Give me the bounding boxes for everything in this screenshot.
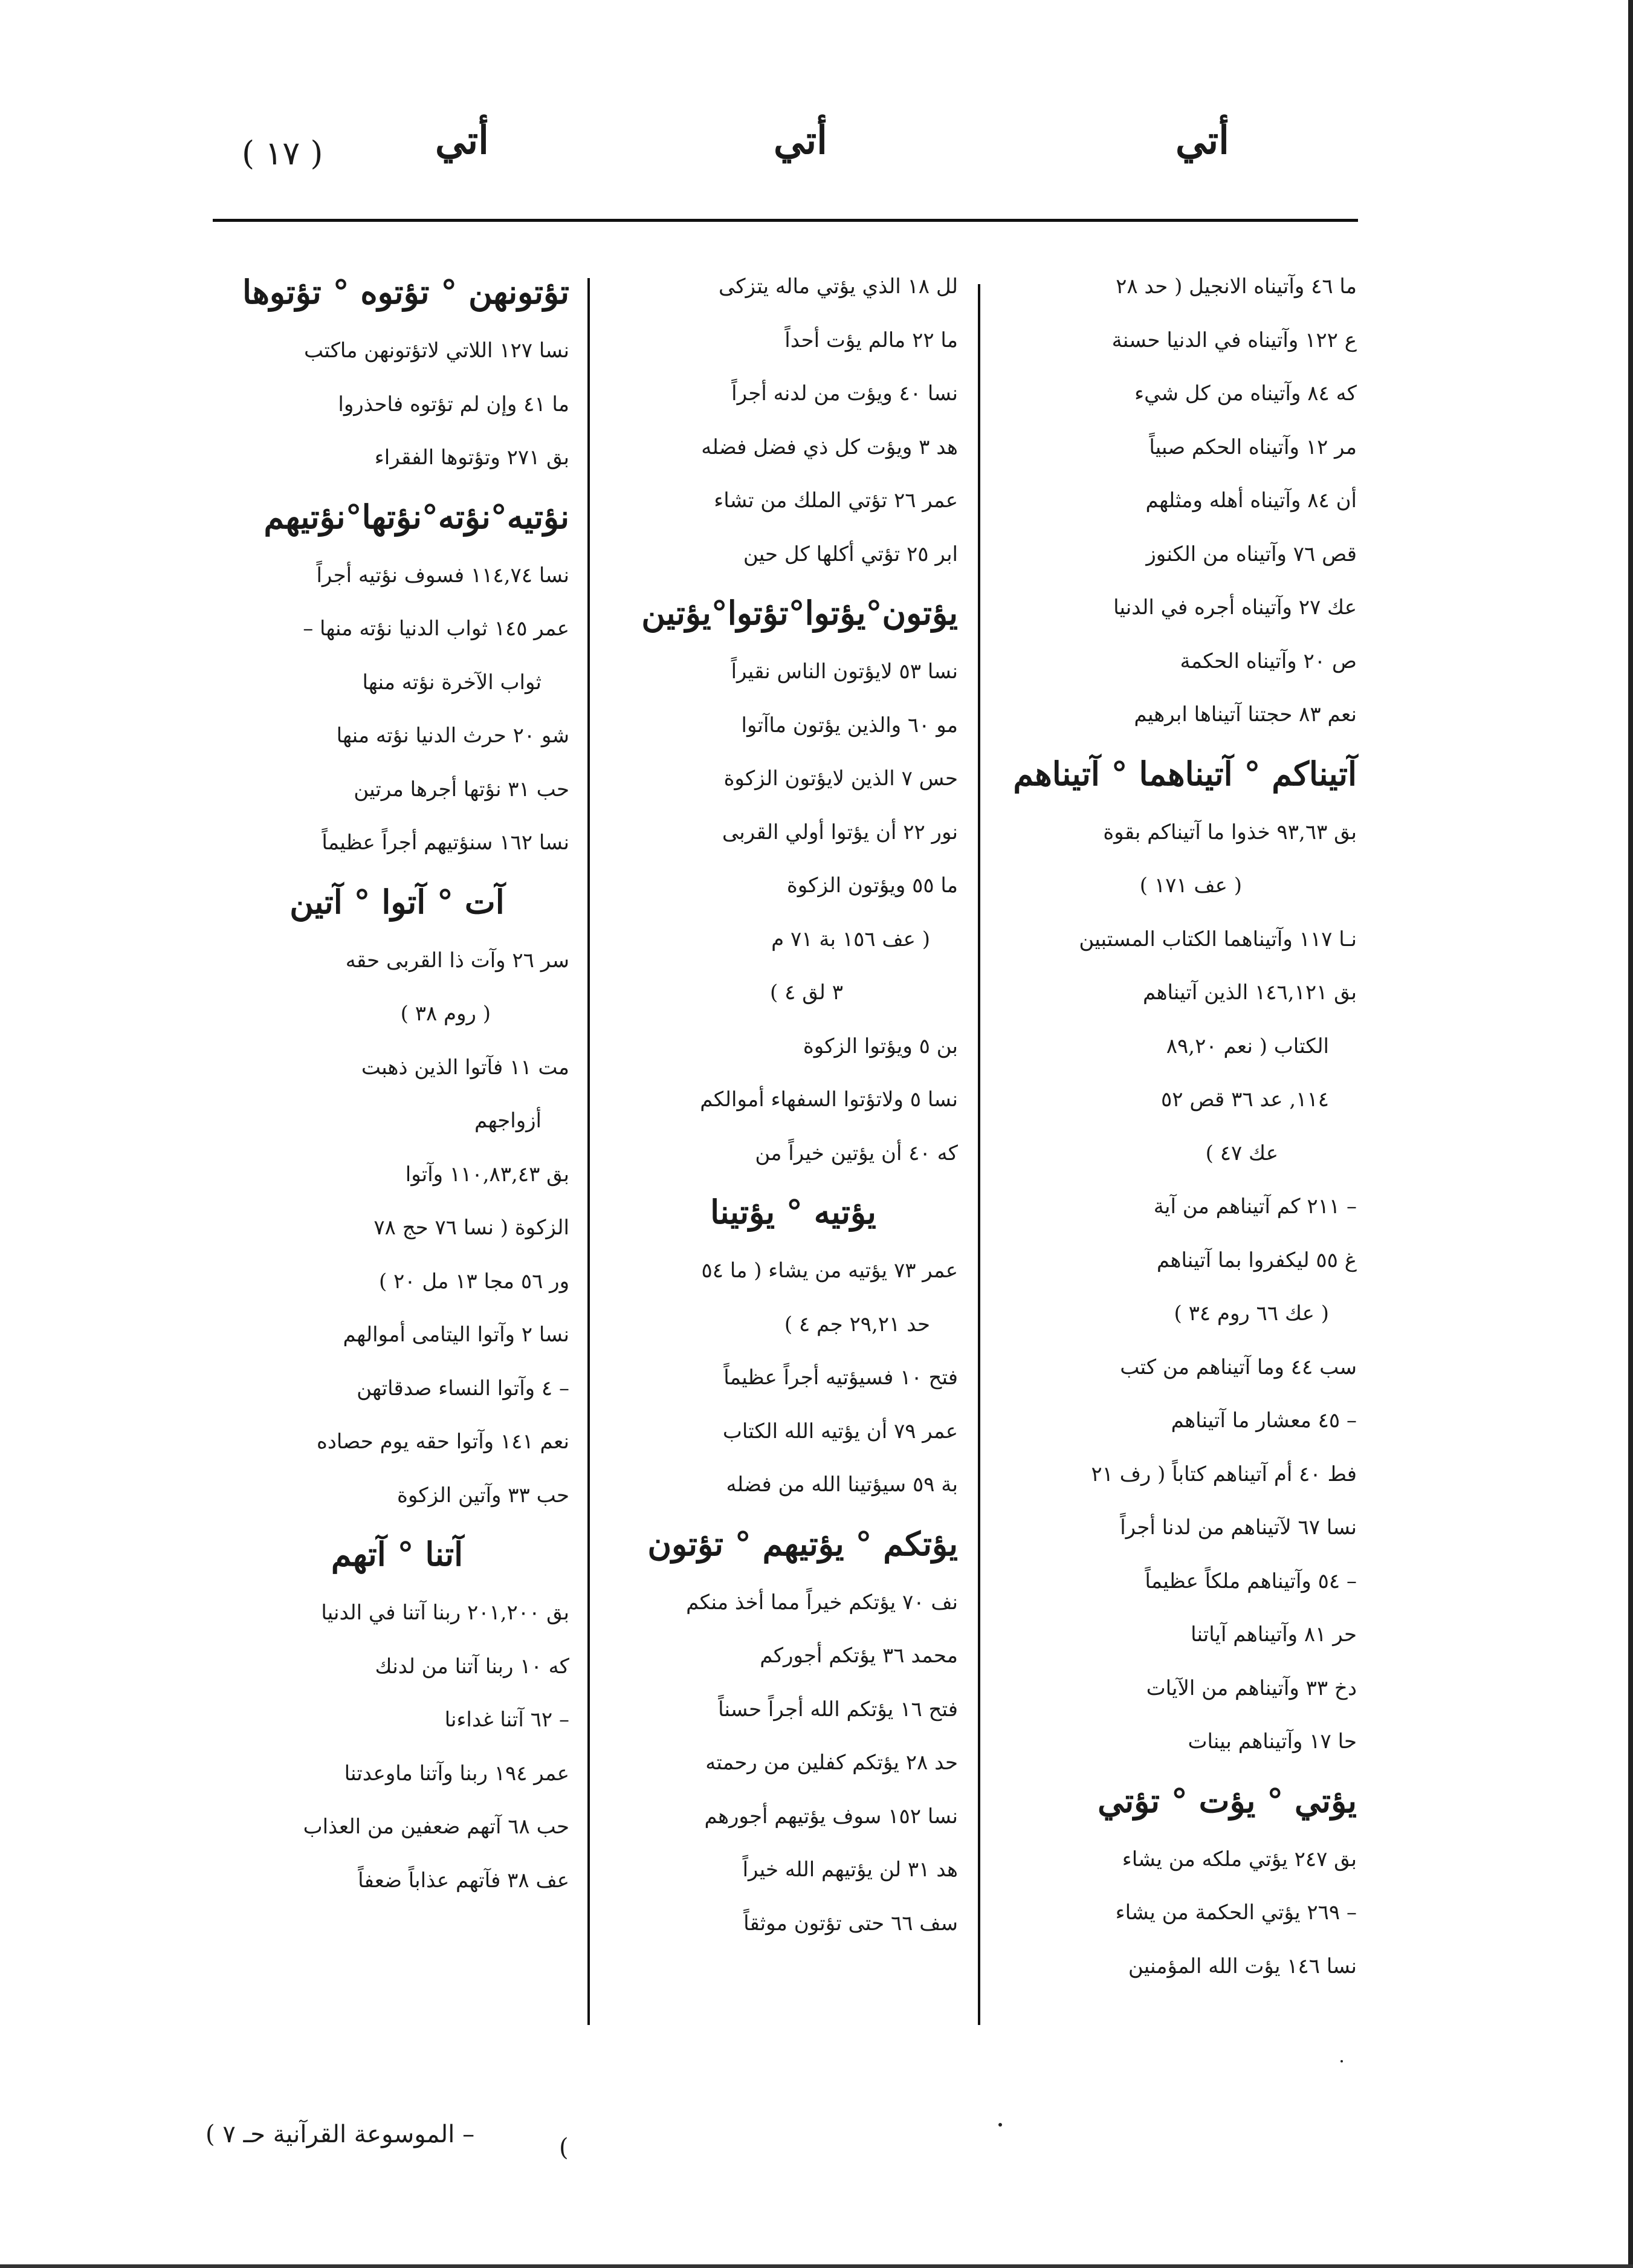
entry-line: فتح ١٠ فسيؤتيه أجراً عظيماً (723, 1366, 958, 1390)
entry-line: نور ٢٢ أن يؤتوا أولي القربى (722, 820, 958, 844)
entry-line: شو ٢٠ حرث الدنيا نؤته منها (336, 724, 569, 748)
entry-line: كه ١٠ ربنا آتنا من لدنك (375, 1654, 569, 1679)
header-root-left: أتي (435, 118, 489, 163)
entry-line: نف ٧٠ يؤتكم خيراً مما أخذ منكم (686, 1590, 958, 1615)
entry-line: سب ٤٤ وما آتيناهم من كتب (1120, 1355, 1357, 1379)
entry-line: عمر ١٤٥ ثواب الدنيا نؤته منها – (303, 617, 569, 641)
entry-line: نسا ١٦٢ سنؤتيهم أجراً عظيماً (322, 831, 569, 855)
entry-heading: نؤتيه°نؤته°نؤتها°نؤتيهم (264, 497, 569, 536)
entry-line: حس ٧ الذين لايؤتون الزكوة (723, 766, 958, 791)
page-number: ( ١٧ ) (242, 134, 323, 172)
entry-line: نسا ١٤٦ يؤت الله المؤمنين (1128, 1954, 1357, 1978)
header-root-middle: أتي (774, 118, 827, 163)
footer-paren: ( (559, 2134, 569, 2162)
entry-line: نسا ١٥٢ سوف يؤتيهم أجورهم (704, 1804, 958, 1829)
entry-line: ( روم ٣٨ ) (400, 1002, 491, 1026)
scan-speck (1340, 2060, 1343, 2062)
entry-line: بق ٢٠١,٢٠٠ ربنا آتنا في الدنيا (321, 1601, 569, 1625)
entry-line: محمد ٣٦ يؤتكم أجوركم (760, 1644, 958, 1668)
entry-line: هد ٣ ويؤت كل ذي فضل فضله (701, 435, 958, 459)
entry-line: ابر ٢٥ تؤتي أكلها كل حين (743, 542, 958, 566)
entry-line: ( عف ١٥٦ بة ٧١ م (771, 927, 930, 951)
entry-line: حد ٢٨ يؤتكم كفلين من رحمته (705, 1751, 958, 1775)
entry-line: نسا ٦٧ لآتيناهم من لدنا أجراً (1120, 1515, 1357, 1540)
page-edge-bottom (0, 2264, 1633, 2268)
column-middle (629, 260, 958, 1950)
footer-title: – الموسوعة القرآنية حـ ٧ ) (205, 2121, 475, 2148)
entry-line: أن ٨٤ وآتيناه أهله ومثلهم (1145, 488, 1357, 513)
entry-heading: يؤتيه ° يؤتينا (710, 1193, 876, 1231)
entry-line: نسا ٥٣ لايؤتون الناس نقيراً (731, 659, 958, 684)
entry-line: حر ٨١ وآتيناهم آياتنا (1191, 1622, 1357, 1647)
entry-line: ( عك ٦٦ روم ٣٤ ) (1174, 1301, 1329, 1326)
entry-line: هد ٣١ لن يؤتيهم الله خيراً (742, 1858, 958, 1882)
entry-line: ١١٤, عد ٣٦ قص ٥٢ (1161, 1087, 1329, 1112)
entry-line: سر ٢٦ وآت ذا القربى حقه (345, 948, 569, 973)
entry-line: الكتاب ( نعم ٨٩,٢٠ (1166, 1034, 1329, 1058)
column-left (225, 260, 569, 1907)
entry-line: ور ٥٦ مجا ١٣ مل ٢٠ ) (378, 1269, 569, 1294)
entry-line: كه ٤٠ أن يؤتين خيراً من (755, 1141, 958, 1165)
entry-heading: يؤتي ° يؤت ° تؤتي (1098, 1781, 1357, 1820)
entry-line: ( عف ١٧١ ) (1139, 873, 1242, 898)
entry-heading: آت ° آتوا ° آتين (289, 882, 505, 921)
entry-line: عمر ٧٣ يؤتيه من يشاء ( ما ٥٤ (701, 1259, 958, 1283)
entry-line: بق ١١٠,٨٣,٤٣ وآتوا (405, 1162, 569, 1187)
entry-line: الزكوة ( نسا ٧٦ حج ٧٨ (373, 1216, 569, 1240)
entry-line: نسا ٥ ولاتؤتوا السفهاء أموالكم (700, 1087, 958, 1112)
scan-speck (998, 2123, 1002, 2127)
entry-line: ما ٥٥ ويؤتون الزكوة (786, 873, 958, 898)
entry-line: نسا ١٢٧ اللاتي لاتؤتونهن ماكتب (304, 339, 569, 363)
entry-line: أزواجهم (474, 1109, 542, 1133)
entry-line: كه ٨٤ وآتيناه من كل شيء (1134, 381, 1357, 406)
entry-line: حب ٣٣ وآتين الزكوة (397, 1483, 569, 1508)
column-divider-left (587, 278, 590, 2025)
entry-line: فتح ١٦ يؤتكم الله أجراً حسناً (718, 1697, 958, 1722)
entry-heading: آتيناكم ° آتيناهما ° آتيناهم (1013, 754, 1357, 793)
entry-line: – ٦٢ آتنا غداءنا (444, 1708, 569, 1732)
entry-line: مت ١١ فآتوا الذين ذهبت (361, 1055, 569, 1080)
entry-line: عمر ٢٦ تؤتي الملك من تشاء (714, 488, 958, 513)
entry-line: لل ١٨ الذي يؤتي ماله يتزكى (719, 274, 958, 299)
entry-line: نسا ١١٤,٧٤ فسوف نؤتيه أجراً (316, 563, 569, 588)
entry-line: حب ٦٨ آتهم ضعفين من العذاب (303, 1815, 569, 1839)
entry-line: عك ٤٧ ) (1205, 1141, 1278, 1165)
entry-line: بق ٢٤٧ يؤتي ملكه من يشاء (1122, 1847, 1357, 1871)
entry-line: حا ١٧ وآتيناهم بينات (1188, 1729, 1357, 1754)
entry-line: حد ٢٩,٢١ جم ٤ ) (784, 1312, 930, 1336)
entry-line: دخ ٣٣ وآتيناهم من الآيات (1146, 1676, 1357, 1700)
entry-line: نعم ١٤١ وآتوا حقه يوم حصاده (316, 1430, 569, 1454)
entry-line: ص ٢٠ وآتيناه الحكمة (1180, 649, 1357, 673)
header-root-right: أتي (1175, 118, 1229, 163)
entry-line: بن ٥ ويؤتوا الزكوة (803, 1034, 958, 1058)
entry-line: مر ١٢ وآتيناه الحكم صبياً (1149, 435, 1357, 459)
entry-line: نـا ١١٧ وآتيناهما الكتاب المستبين (1079, 927, 1357, 951)
page-edge-right (1628, 0, 1633, 2268)
entry-line: قص ٧٦ وآتيناه من الكنوز (1146, 542, 1357, 566)
entry-heading: آتنا ° آتهم (331, 1535, 464, 1573)
entry-line: نسا ٤٠ ويؤت من لدنه أجراً (731, 381, 958, 406)
column-right (1012, 260, 1357, 1993)
entry-line: ما ٤٦ وآتيناه الانجيل ( حد ٢٨ (1116, 274, 1357, 299)
entry-line: بق ٢٧١ وتؤتوها الفقراء (374, 446, 569, 470)
entry-line: ٣ لق ٤ ) (770, 980, 843, 1005)
entry-line: نسا ٢ وآتوا اليتامى أموالهم (343, 1323, 569, 1347)
entry-line: بة ٥٩ سيؤتينا الله من فضله (726, 1473, 958, 1497)
entry-line: عف ٣٨ فآتهم عذاباً ضعفاً (358, 1868, 569, 1893)
entry-line: بق ٩٣,٦٣ خذوا ما آتيناكم بقوة (1103, 820, 1357, 844)
entry-line: مو ٦٠ والذين يؤتون ماآتوا (741, 713, 958, 737)
entry-line: غ ٥٥ ليكفروا بما آتيناهم (1156, 1248, 1357, 1272)
entry-line: عك ٢٧ وآتيناه أجره في الدنيا (1113, 595, 1357, 620)
entry-heading: يؤتكم ° يؤتيهم ° تؤتون (647, 1524, 958, 1563)
entry-line: ما ٤١ وإن لم تؤتوه فاحذروا (338, 392, 569, 416)
entry-line: بق ١٤٦,١٢١ الذين آتيناهم (1143, 980, 1357, 1005)
entry-line: ع ١٢٢ وآتيناه في الدنيا حسنة (1111, 328, 1357, 352)
entry-line: حب ٣١ نؤتها أجرها مرتين (354, 777, 569, 802)
entry-line: – ٤ وآتوا النساء صدقاتهن (357, 1376, 569, 1401)
entry-heading: تؤتونهن ° تؤتوه ° تؤتوها (242, 273, 569, 311)
entry-line: – ٢١١ كم آتيناهم من آية (1153, 1194, 1357, 1219)
entry-line: عمر ٧٩ أن يؤتيه الله الكتاب (722, 1419, 958, 1443)
entry-line: – ٢٦٩ يؤتي الحكمة من يشاء (1115, 1900, 1357, 1925)
header-rule (213, 219, 1358, 222)
entry-heading: يؤتون°يؤتوا°تؤتوا°يؤتين (641, 594, 958, 632)
entry-line: عمر ١٩٤ ربنا وآتنا ماوعدتنا (344, 1761, 569, 1786)
entry-line: نعم ٨٣ حجتنا آتيناها ابرهيم (1134, 702, 1357, 727)
entry-line: – ٤٥ معشار ما آتيناهم (1171, 1408, 1357, 1433)
entry-line: ما ٢٢ مالم يؤت أحداً (784, 328, 958, 352)
column-divider-right (978, 284, 980, 2025)
entry-line: فط ٤٠ أم آتيناهم كتاباً ( رف ٢١ (1091, 1462, 1357, 1486)
entry-line: سف ٦٦ حتى تؤتون موثقاً (743, 1911, 958, 1936)
entry-line: – ٥٤ وآتيناهم ملكاً عظيماً (1145, 1569, 1357, 1593)
entry-line: ثواب الآخرة نؤته منها (362, 670, 542, 695)
